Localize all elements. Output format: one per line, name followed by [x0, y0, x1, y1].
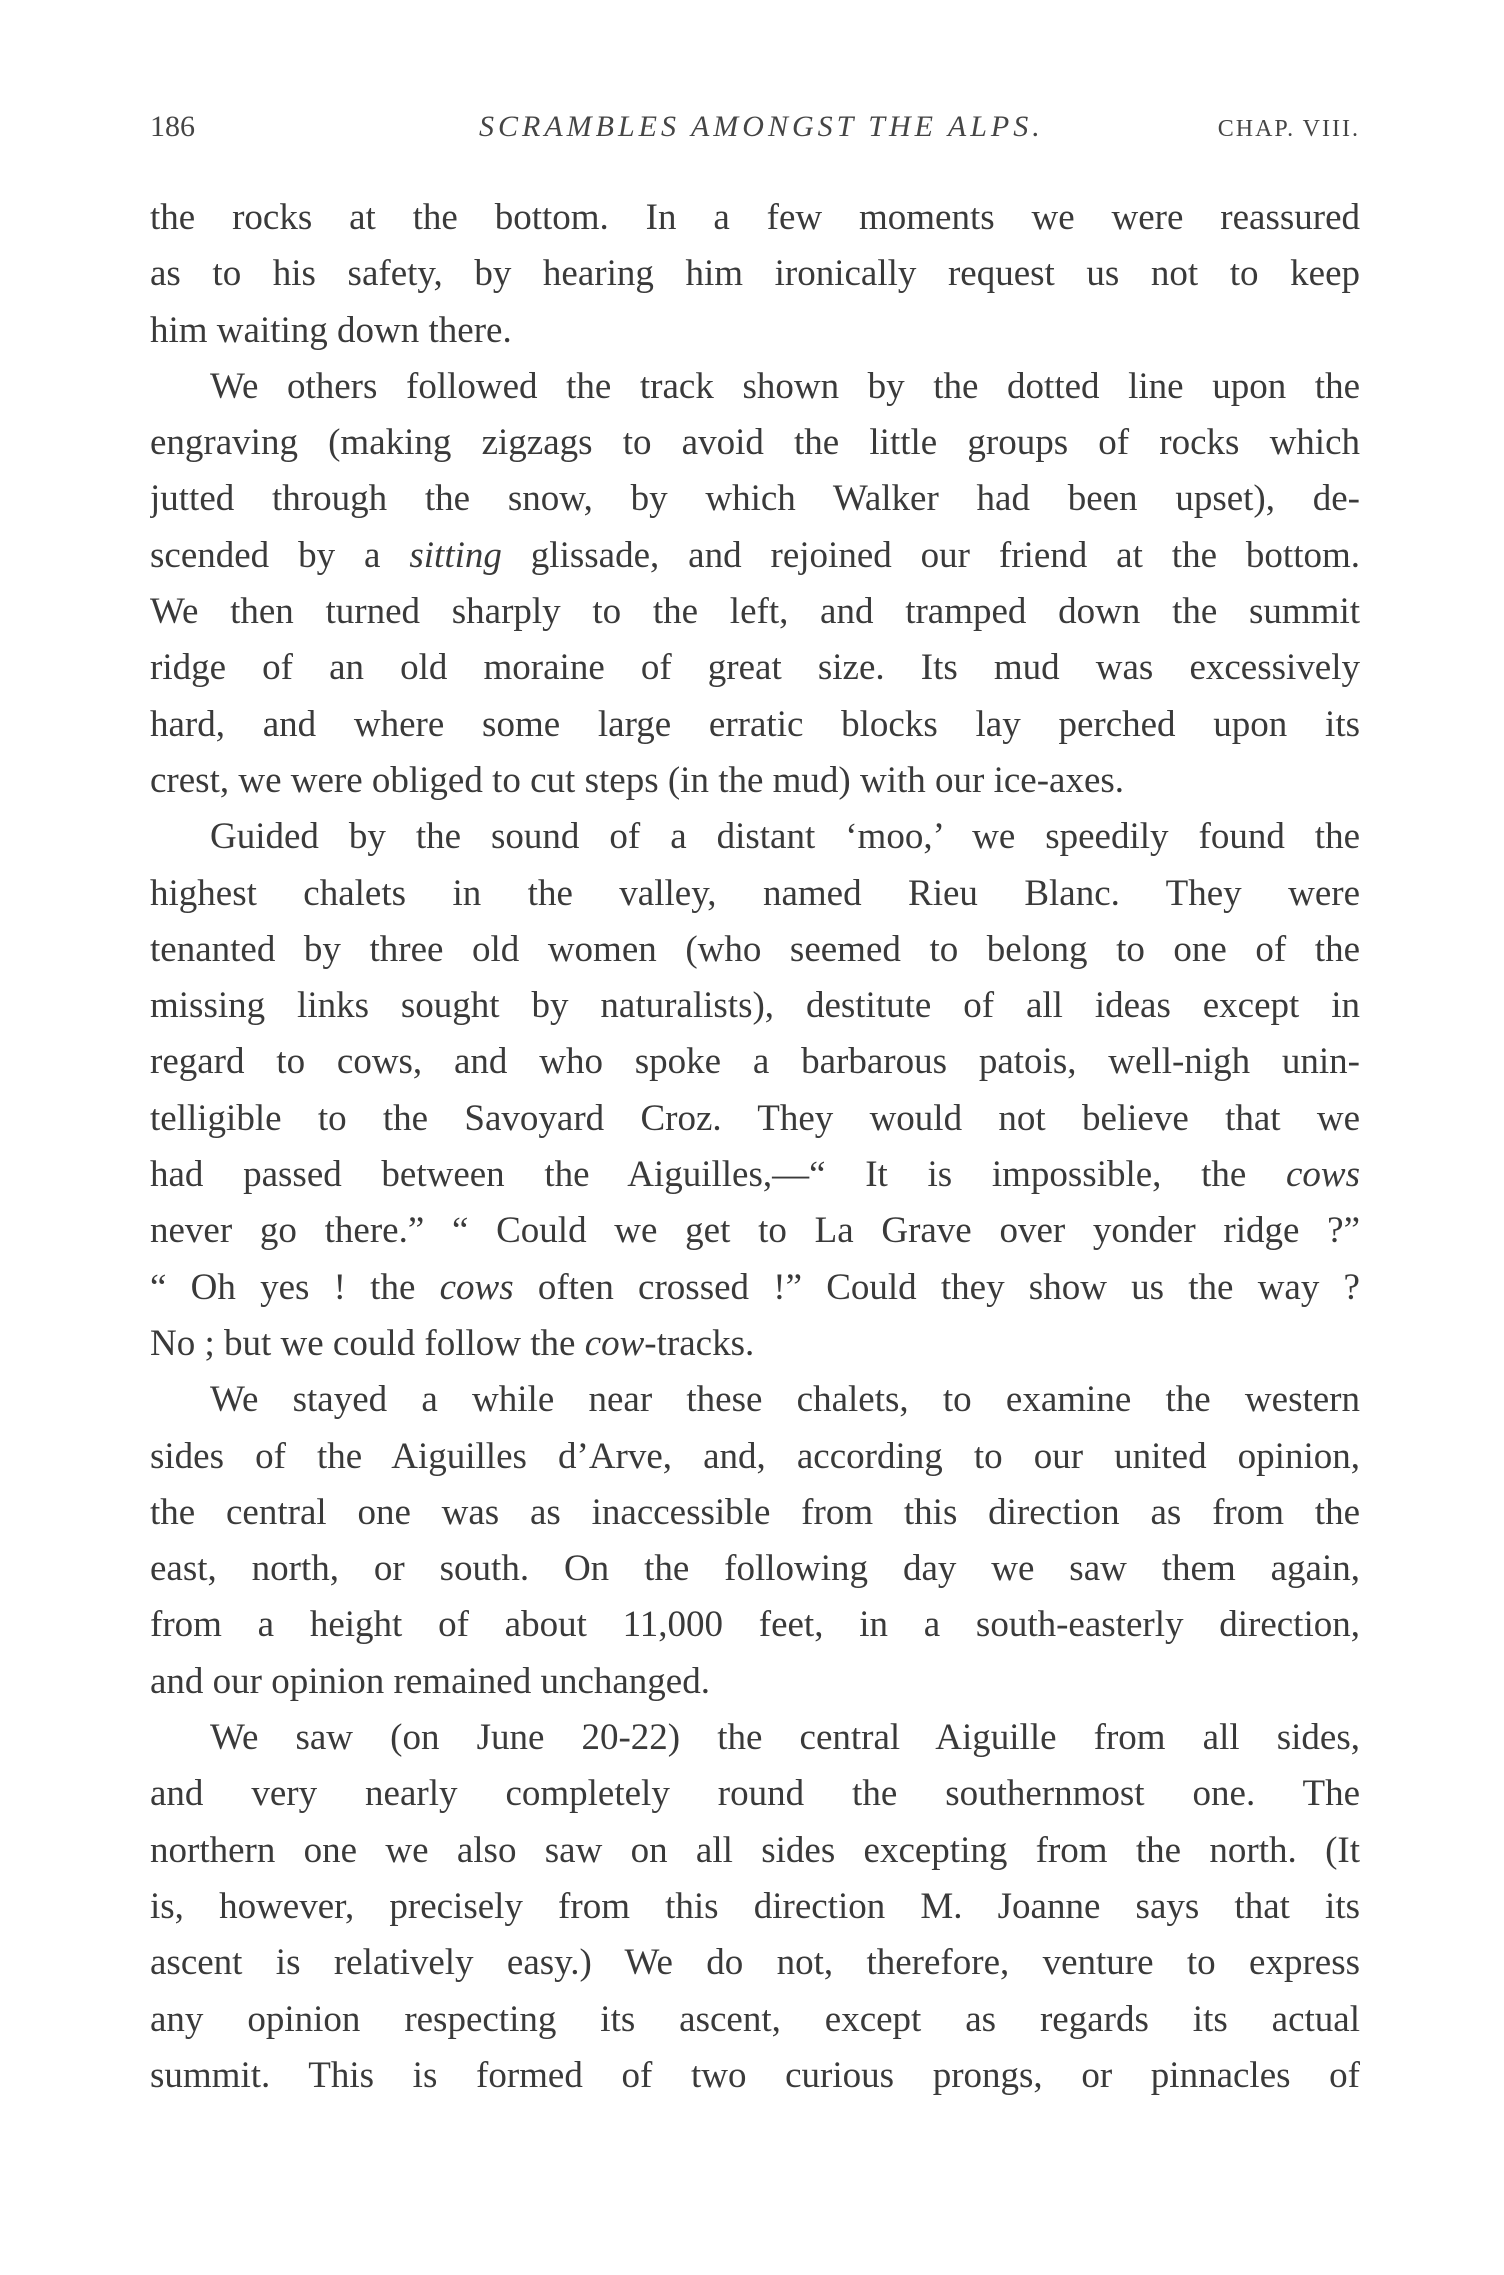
text-line: ridge of an old moraine of great size. Its mud was excessively [150, 647, 1360, 689]
text-line [150, 1260, 1360, 1316]
text-line: crest, we were obliged to cut steps (in the mud) with our ice-axes. [150, 759, 1125, 801]
text-line: northern one we also saw on all sides excepting from the north. (It [150, 1829, 1360, 1871]
text-line: engraving (making zigzags to avoid the little groups of rocks which [150, 422, 1360, 464]
italic-word: sitting [409, 534, 502, 576]
text-line: ascent is relatively easy.) We do not, therefore, venture to express [150, 1942, 1360, 1984]
text-run: scended by a [150, 534, 410, 576]
text-line: We stayed a while near these chalets, to examine the western [210, 1379, 1360, 1421]
text-line: any opinion respecting its ascent, except as regards its actual [150, 1998, 1360, 2040]
text-line [150, 1316, 1360, 1372]
text-line [150, 528, 1360, 584]
text-line: as to his safety, by hearing him ironically request us not to keep [150, 253, 1360, 295]
text-line: tenanted by three old women (who seemed to belong to one of the [150, 928, 1360, 970]
italic-word: cows [1286, 1154, 1360, 1196]
text-line: hard, and where some large erratic blocks lay perched upon its [150, 703, 1360, 745]
text-run: glissade, and rejoined our friend at the bottom. [501, 534, 1360, 576]
text-line: highest chalets in the valley, named Rieu Blanc. They were [150, 872, 1360, 914]
text-line: We then turned sharply to the left, and tramped down the summit [150, 591, 1360, 633]
text-line: never go there.” “ Could we get to La Grave over yonder ridge ?” [150, 1210, 1360, 1252]
text-line: telligible to the Savoyard Croz. They would not believe that we [150, 1097, 1360, 1139]
page-number: 186 [150, 110, 195, 143]
text-line: and very nearly completely round the southernmost one. The [150, 1773, 1360, 1815]
text-line: from a height of about 11,000 feet, in a south-easterly direction, [150, 1604, 1360, 1646]
text-run: often crossed !” Could they show us the way ? [513, 1266, 1360, 1308]
text-line: and our opinion remained unchanged. [150, 1660, 710, 1702]
text-line: him waiting down there. [150, 309, 512, 351]
text-line: regard to cows, and who spoke a barbarous patois, well-nigh unin- [150, 1041, 1360, 1083]
text-line: jutted through the snow, by which Walker had been upset), de- [150, 478, 1360, 520]
body-text [150, 190, 1360, 2104]
italic-word: cow [584, 1322, 645, 1364]
text-line: east, north, or south. On the following day we saw them again, [150, 1548, 1360, 1590]
text-run: “ Oh yes ! the [150, 1266, 440, 1308]
text-line: sides of the Aiguilles d’Arve, and, according to our united opinion, [150, 1435, 1360, 1477]
text-line: Guided by the sound of a distant ‘moo,’ we speedily found the [210, 816, 1360, 858]
text-line: is, however, precisely from this direction M. Joanne says that its [150, 1885, 1360, 1927]
text-line: We saw (on June 20-22) the central Aiguille from all sides, [210, 1717, 1360, 1759]
text-line: We others followed the track shown by the dotted line upon the [210, 365, 1360, 407]
text-line [150, 1147, 1360, 1203]
text-run: No ; but we could follow the [150, 1322, 585, 1364]
italic-word: cows [439, 1266, 514, 1308]
text-run: -tracks. [644, 1322, 755, 1364]
chapter-label: CHAP. VIII. [1217, 116, 1360, 142]
text-run: had passed between the Aiguilles,—“ It is impossible, the [150, 1154, 1286, 1196]
text-line: the central one was as inaccessible from this direction as from the [150, 1491, 1360, 1533]
text-line: missing links sought by naturalists), destitute of all ideas except in [150, 985, 1360, 1027]
running-title: SCRAMBLES AMONGST THE ALPS. [479, 110, 1044, 143]
text-line: summit. This is formed of two curious prongs, or pinnacles of [150, 2054, 1360, 2096]
running-head [150, 110, 1360, 154]
text-line: the rocks at the bottom. In a few moments we were reassured [150, 197, 1360, 238]
